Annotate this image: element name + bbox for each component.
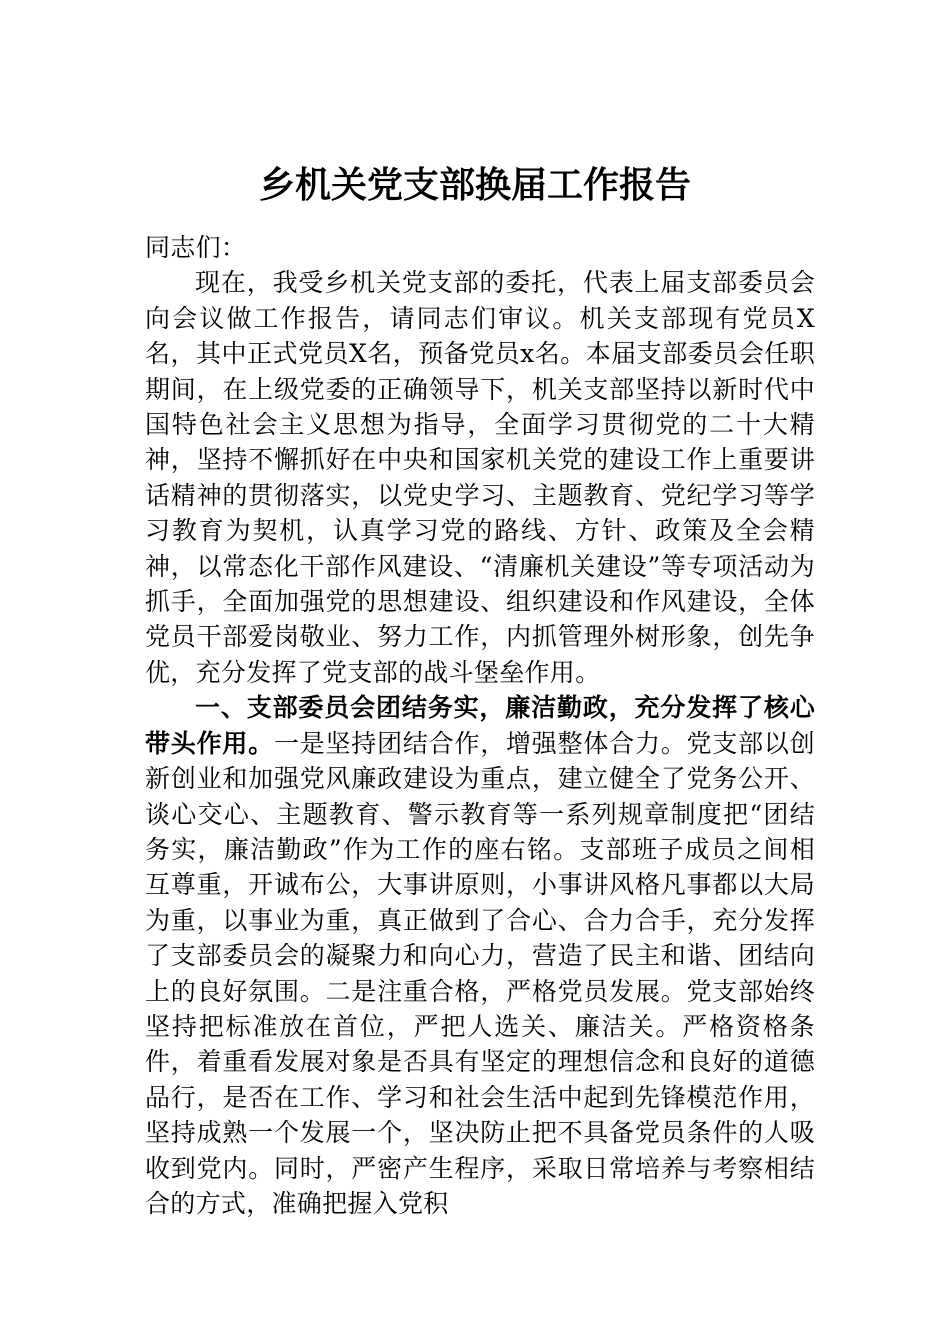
document-title: 乡机关党支部换届工作报告 [258, 164, 691, 206]
section-heading: 一、支部委员会团结务实，廉洁勤政，充分发挥了核心带头作用。 [145, 693, 815, 758]
paragraph-section-one [145, 690, 815, 1221]
document-body [145, 230, 815, 1221]
salutation: 同志们： [145, 233, 247, 262]
paragraph-intro: 现在，我受乡机关党支部的委托，代表上届支部委员会向会议做工作报告，请同志们审议。机关支部现有党员X名，其中正式党员X名，预备党员x名。本届支部委员会任职期间，在上级党委的正确领导下，机关支部坚持以新时代中国特色社会主义思想为指导，全面学习贯彻党的二十大精神，坚持不懈抓好在中央和国家机关党的建设工作上重要讲话精神的贯彻落实，以党史学习、主题教育、党纪学习等学习教育为契机，认真学习党的路线、方针、政策及全会精神，以常态化干部作风建设、“清廉机关建设”等专项活动为抓手，全面加强党的思想建设、组织建设和作风建设，全体党员干部爱岗敬业、努力工作，内抓管理外树形象，创先争优，充分发挥了党支部的战斗堡垒作用。 [145, 268, 815, 687]
section-body: 一是坚持团结合作，增强整体合力。党支部以创新创业和加强党风廉政建设为重点，建立健全了党务公开、谈心交心、主题教育、警示教育等一系列规章制度把“团结务实，廉洁勤政”作为工作的座右铭。支部班子成员之间相互尊重，开诚布公，大事讲原则，小事讲风格凡事都以大局为重，以事业为重，真正做到了合心、合力合手，充分发挥了支部委员会的凝聚力和向心力，营造了民主和谐、团结向上的良好氛围。二是注重合格，严格党员发展。党支部始终坚持把标准放在首位，严把人选关、廉洁关。严格资格条件，着重看发展对象是否具有坚定的理想信念和良好的道德品行，是否在工作、学习和社会生活中起到先锋模范作用，坚持成熟一个发展一个，坚决防止把不具备党员条件的人吸收到党内。同时，严密产生程序，采取日常培养与考察相结合的方式，准确把握入党积 [145, 728, 815, 1218]
